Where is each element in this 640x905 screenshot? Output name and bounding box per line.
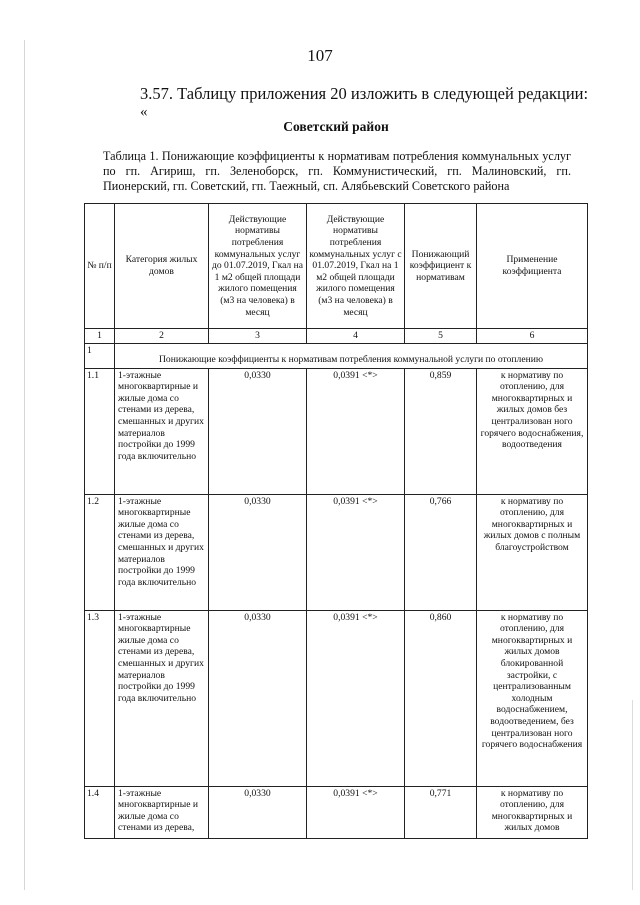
scan-edge	[24, 40, 25, 890]
column-number: 3	[209, 329, 307, 344]
column-number: 5	[405, 329, 477, 344]
row-category: 1-этажные многоквартирные жилые дома со стенами из дерева, смешанных и других материалов постройки до 1999 года включительно	[115, 610, 209, 786]
row-application: к нормативу по отоплению, для многоквартирных и жилых домов блокированной застройки, с централизованным холодным водоснабжением, водоотведением, без централизован ного горячего водоснабжения	[477, 610, 588, 786]
row-application: к нормативу по отоплению, для многоквартирных и жилых домов без централизован ного горячего водоснабжения, водоотведения	[477, 368, 588, 494]
row-coefficient: 0,859	[405, 368, 477, 494]
header-row	[85, 204, 588, 329]
header-number: № п/п	[85, 204, 115, 329]
column-number: 2	[115, 329, 209, 344]
row-norm-after: 0,0391 <*>	[307, 610, 405, 786]
header-norm-after: Действующие нормативы потребления коммунальных услуг с 01.07.2019, Гкал на 1 м2 общей площади жилого помещения (м3 на человека) в месяц	[307, 204, 405, 329]
row-norm-before: 0,0330	[209, 368, 307, 494]
header-coefficient: Понижающий коэффициент к нормативам	[405, 204, 477, 329]
row-category: 1-этажные многоквартирные и жилые дома со стенами из дерева,	[115, 786, 209, 838]
district-title: Советский район	[283, 119, 389, 134]
column-number: 4	[307, 329, 405, 344]
table-row	[85, 368, 588, 494]
row-number: 1.4	[85, 786, 115, 838]
row-norm-after: 0,0391 <*>	[307, 786, 405, 838]
row-number: 1.1	[85, 368, 115, 494]
row-number: 1.2	[85, 494, 115, 610]
row-norm-before: 0,0330	[209, 494, 307, 610]
section-number: 1	[85, 343, 115, 368]
column-number-row	[85, 329, 588, 344]
opening-quote: «	[140, 104, 148, 120]
row-category: 1-этажные многоквартирные и жилые дома со стенами из дерева, смешанных и других материалов постройки до 1999 года включительно	[115, 368, 209, 494]
section-title: Понижающие коэффициенты к нормативам потребления коммунальной услуги по отоплению	[158, 353, 544, 365]
column-number: 6	[477, 329, 588, 344]
amendment-intro: 3.57. Таблицу приложения 20 изложить в следующей редакции:	[140, 84, 589, 103]
row-number: 1.3	[85, 610, 115, 786]
scan-edge-right	[632, 700, 633, 890]
row-application: к нормативу по отоплению, для многоквартирных и жилых домов	[477, 786, 588, 838]
section-cell	[115, 343, 588, 368]
table-row	[85, 494, 588, 610]
header-application: Применение коэффициента	[477, 204, 588, 329]
column-number: 1	[85, 329, 115, 344]
row-norm-before: 0,0330	[209, 786, 307, 838]
header-norm-before: Действующие нормативы потребления коммунальных услуг до 01.07.2019, Гкал на 1 м2 общей площади жилого помещения (м3 на человека) в месяц	[209, 204, 307, 329]
row-coefficient: 0,860	[405, 610, 477, 786]
header-category: Категория жилых домов	[115, 204, 209, 329]
row-coefficient: 0,771	[405, 786, 477, 838]
table-caption: Таблица 1. Понижающие коэффициенты к нормативам потребления коммунальных услуг по гп. Агириш, гп. Зеленоборск, гп. Коммунистический, гп. Малиновский, гп. Пионерский, гп. Советский, гп. Таежный, сп. Алябьевский Советского района	[103, 149, 571, 193]
table-row	[85, 786, 588, 838]
row-norm-before: 0,0330	[209, 610, 307, 786]
row-norm-after: 0,0391 <*>	[307, 368, 405, 494]
page-number: 107	[307, 46, 333, 65]
row-category: 1-этажные многоквартирные жилые дома со стенами из дерева, смешанных и других материалов постройки до 1999 года включительно	[115, 494, 209, 610]
row-coefficient: 0,766	[405, 494, 477, 610]
coefficients-table	[84, 203, 588, 839]
section-row	[85, 343, 588, 368]
row-application: к нормативу по отоплению, для многоквартирных и жилых домов с полным благоустройством	[477, 494, 588, 610]
table-row	[85, 610, 588, 786]
row-norm-after: 0,0391 <*>	[307, 494, 405, 610]
